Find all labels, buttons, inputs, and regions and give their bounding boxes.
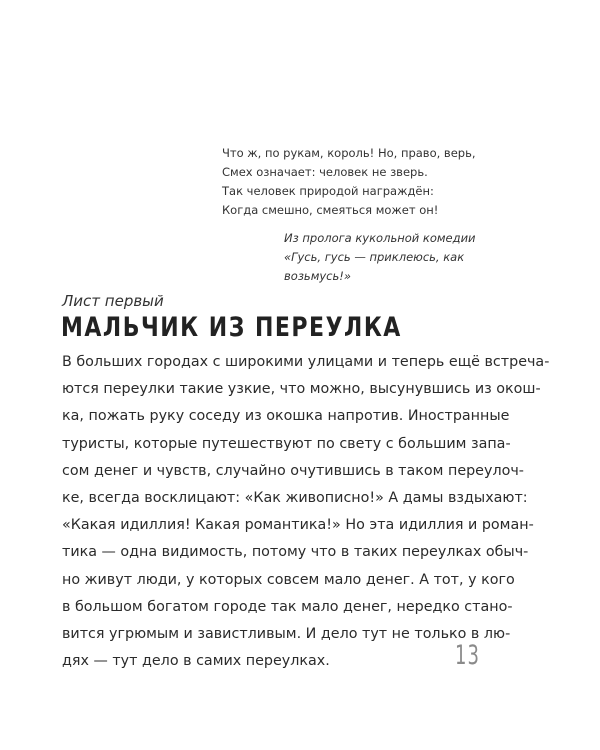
- epigraph-line: Смех означает: человек не зверь.: [222, 165, 428, 179]
- body-paragraph: [62, 349, 550, 675]
- epigraph: [222, 144, 502, 286]
- body-line: тика — одна видимость, потому что в таких переулках обыч-: [62, 544, 529, 561]
- body-line: ка, пожать руку соседу из окошка напротив. Иностранные: [62, 408, 510, 425]
- body-line: вится угрюмым и завистливым. И дело тут не только в лю-: [62, 626, 511, 643]
- epigraph-source-line: «Гусь, гусь — приклеюсь, как: [284, 250, 465, 264]
- chapter-title: МАЛЬЧИК ИЗ ПЕРЕУЛКА: [61, 313, 402, 343]
- body-line: ются переулки такие узкие, что можно, высунувшись из окош-: [62, 381, 541, 398]
- chapter-label: Лист первый: [62, 292, 164, 310]
- body-line: ке, всегда восклицают: «Как живописно!» А дамы вздыхают:: [62, 490, 528, 507]
- body-line: туристы, которые путешествуют по свету с большим запа-: [62, 435, 511, 452]
- epigraph-source: [222, 229, 502, 286]
- body-line: В больших городах с широкими улицами и теперь ещё встреча-: [62, 354, 550, 370]
- epigraph-source-line: возьмусь!»: [284, 269, 351, 283]
- epigraph-source-line: Из пролога кукольной комедии: [284, 231, 476, 245]
- body-line: сом денег и чувств, случайно очутившись в таком переулоч-: [62, 462, 524, 479]
- body-line: но живут люди, у которых совсем мало денег. А тот, у кого: [62, 571, 515, 588]
- body-line: дях — тут дело в самих переулках.: [62, 653, 330, 670]
- body-line: «Какая идиллия! Какая романтика!» Но эта идиллия и роман-: [62, 517, 534, 534]
- epigraph-line: Так человек природой награждён:: [222, 184, 434, 198]
- epigraph-line: Когда смешно, смеяться может он!: [222, 203, 439, 217]
- epigraph-line: Что ж, по рукам, король! Но, право, верь,: [222, 146, 476, 160]
- page-number: 13: [455, 640, 480, 672]
- body-line: в большом богатом городе так мало денег, нередко стано-: [62, 598, 513, 615]
